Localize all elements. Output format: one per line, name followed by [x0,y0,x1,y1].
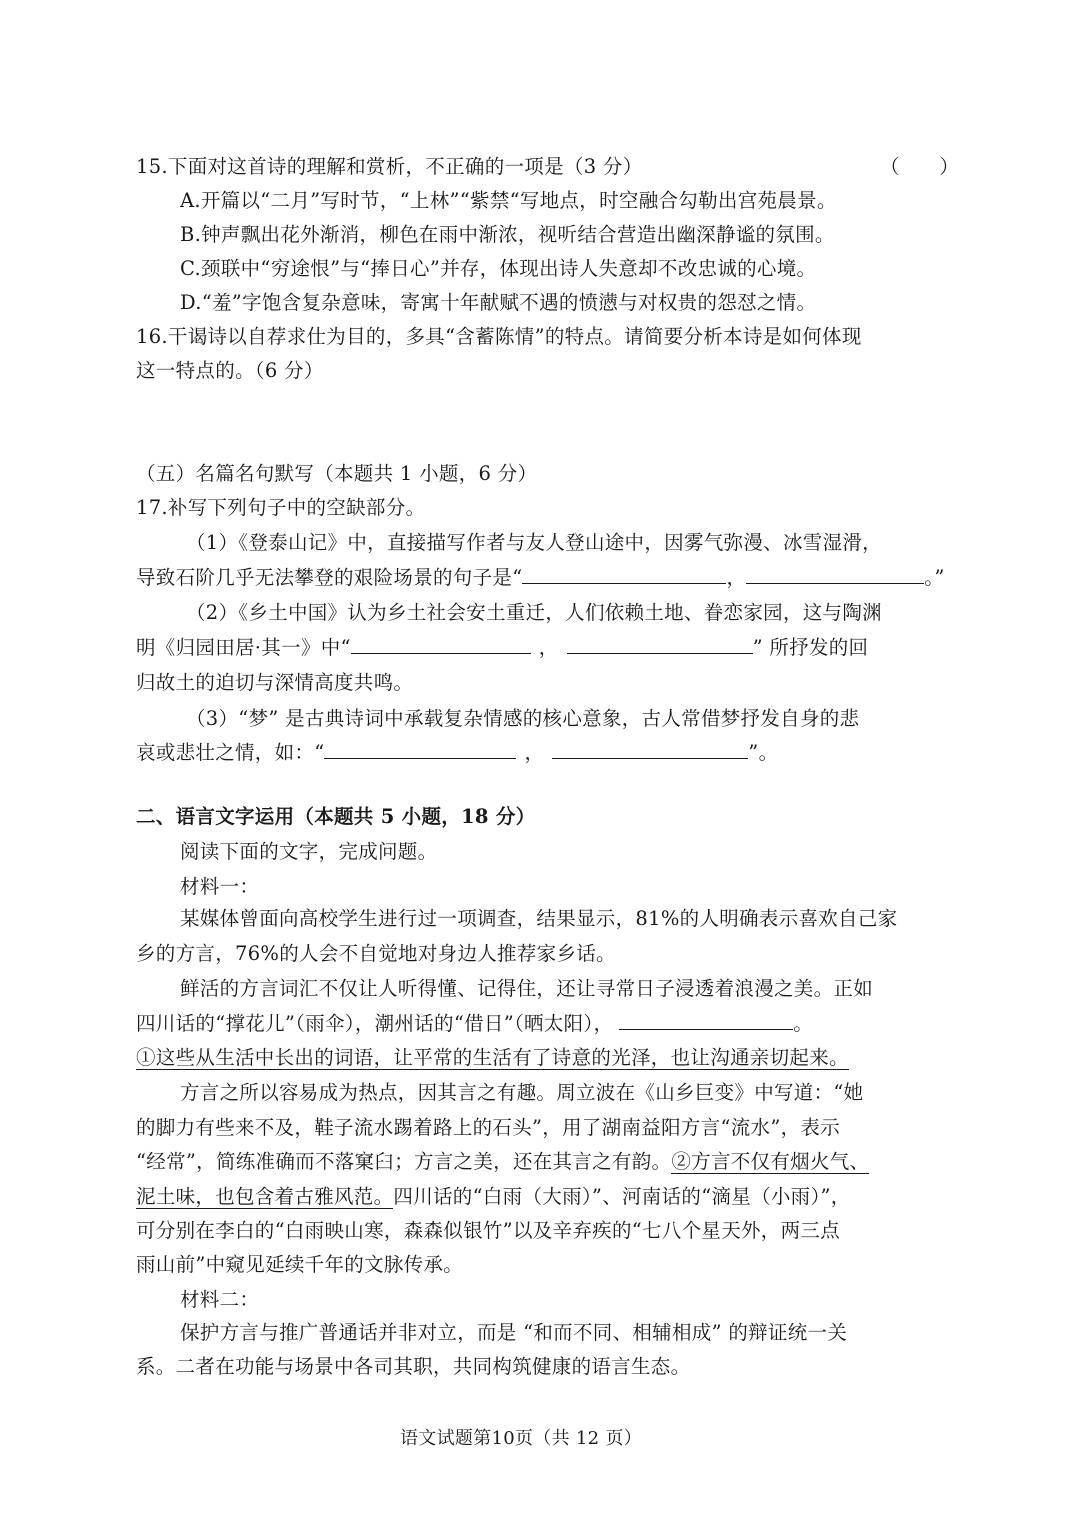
q17-item-3-blank-2[interactable] [552,739,748,759]
q15-option-a: A.开篇以“二月”写时节，“上林”“紫禁“写地点，时空融合勾勒出宫苑晨景。 [180,189,837,212]
part-2-intro: 阅读下面的文字，完成问题。 [180,840,438,863]
q15-option-d: D.“羞”字饱含复杂意味，寄寓十年献赋不遇的愤懑与对权贵的怨怼之情。 [180,291,817,314]
q17-item-1-blank-2[interactable] [746,564,924,584]
q17-item-2-line-2 [136,633,868,663]
m1-p2-suffix: 。 [793,1012,814,1035]
m1-p2-line-3 [136,1043,849,1073]
q17-item-3-line-2 [136,738,778,768]
q17-item-1-prefix: 导致石阶几乎无法攀登的艰险场景的句子是“ [136,566,523,589]
q17-item-1-line-1: （1）《登泰山记》中，直接描写作者与友人登山途中，因雾气弥漫、冰雪湿滑， [186,531,882,554]
q17-item-3-suffix: ”。 [748,741,779,764]
m1-p3-line-3 [136,1147,869,1177]
q17-item-3-prefix: 哀或悲壮之情，如：“ [136,741,325,764]
m1-p2-line-2 [136,1009,813,1039]
q17-stem: 17.补写下列句子中的空缺部分。 [136,496,426,519]
material-2-label: 材料二： [180,1288,260,1311]
m1-p3-line-6: 雨山前”中窥见延续千年的文脉传承。 [136,1253,464,1276]
q17-item-1-line-2 [136,563,945,593]
q17-item-2-blank-2[interactable] [567,634,753,654]
m1-p3-line-1: 方言之所以容易成为热点，因其言之有趣。周立波在《山乡巨变》中写道：“她 [180,1081,864,1104]
q17-item-1-suffix: 。” [924,566,945,589]
section-5-title: （五）名篇名句默写（本题共 1 小题，6 分） [136,462,538,485]
q17-item-3-blank-1[interactable] [324,739,516,759]
q17-item-2-line-3: 归故土的迫切与深情高度共鸣。 [136,671,414,694]
part-2-title: 二、语言文字运用（本题共 5 小题，18 分） [136,805,536,828]
material-1-label: 材料一： [180,875,260,898]
sentence-2-underlined-part-2: 泥土味，也包含着古雅风范。 [136,1185,394,1208]
q15-option-b: B.钟声飘出花外渐消，柳色在雨中渐浓，视听结合营造出幽深静谧的氛围。 [180,223,835,246]
sentence-1-underlined: ①这些从生活中长出的词语，让平常的生活有了诗意的光泽，也让沟通亲切起来。 [136,1046,849,1069]
m1-p3-line-2: 的脚力有些来不及，鞋子流水踢着路上的石头”，用了湖南益阳方言“流水”，表示 [136,1116,841,1139]
m1-p3-line-4 [136,1182,851,1212]
q15-option-c: C.颈联中“穷途恨”与“捧日心”并存，体现出诗人失意却不改忠诚的心境。 [180,257,817,280]
m1-p3-text-2: 四川话的“白雨（大雨）”、河南话的“滴星（小雨）”， [393,1185,851,1208]
m2-p1-line-1: 保护方言与推广普通话并非对立，而是 “和而不同、相辅相成” 的辩证统一关 [180,1321,848,1344]
q15-answer-paren: （ ） [880,155,960,178]
q15-stem: 15.下面对这首诗的理解和赏析，不正确的一项是（3 分） [136,155,643,178]
q16-line-2: 这一特点的。（6 分） [136,359,324,382]
q17-item-3-line-1: （3）“梦” 是古典诗词中承载复杂情感的核心意象，古人常借梦抒发自身的悲 [186,707,860,730]
m1-p2-line-1: 鲜活的方言词汇不仅让人听得懂、记得住，还让寻常日子浸透着浪漫之美。正如 [180,977,874,1000]
page-footer: 语文试题第10页（共 12 页） [400,1428,643,1449]
q17-item-2-blank-1[interactable] [351,634,531,654]
m1-p3-text: “经常”，简练准确而不落窠臼；方言之美，还在其言之有韵。 [136,1150,672,1173]
m1-p1-line-1: 某媒体曾面向高校学生进行过一项调查，结果显示，81%的人明确表示喜欢自己家 [180,907,898,930]
q17-item-2-suffix: ” 所抒发的回 [752,636,869,659]
m1-p3-line-5: 可分别在李白的“白雨映山寒，森森似银竹”以及辛弃疾的“七八个星天外，两三点 [136,1219,841,1242]
q17-item-3-comma: ， [524,741,545,764]
m1-p2-blank[interactable] [619,1010,793,1030]
m2-p1-line-2: 系。二者在功能与场景中各司其职，共同构筑健康的语言生态。 [136,1355,691,1378]
q17-item-1-blank-1[interactable] [522,564,726,584]
q17-item-2-line-1: （2）《乡土中国》认为乡土社会安土重迁，人们依赖土地、眷恋家园，这与陶渊 [186,601,882,624]
m1-p2-text: 四川话的“撑花儿”（雨伞），潮州话的“借日”（晒太阳）， [136,1012,614,1035]
q17-item-2-comma: ， [538,636,559,659]
q17-item-2-prefix: 明《归园田居·其一》中“ [136,636,351,659]
q16-line-1: 16.干谒诗以自荐求仕为目的，多具“含蓄陈情”的特点。请简要分析本诗是如何体现 [136,325,862,348]
sentence-2-underlined-part-1: ②方言不仅有烟火气、 [671,1150,870,1173]
q17-item-1-comma: ， [726,566,747,589]
m1-p1-line-2: 乡的方言，76%的人会不自觉地对身边人推荐家乡话。 [136,942,616,965]
